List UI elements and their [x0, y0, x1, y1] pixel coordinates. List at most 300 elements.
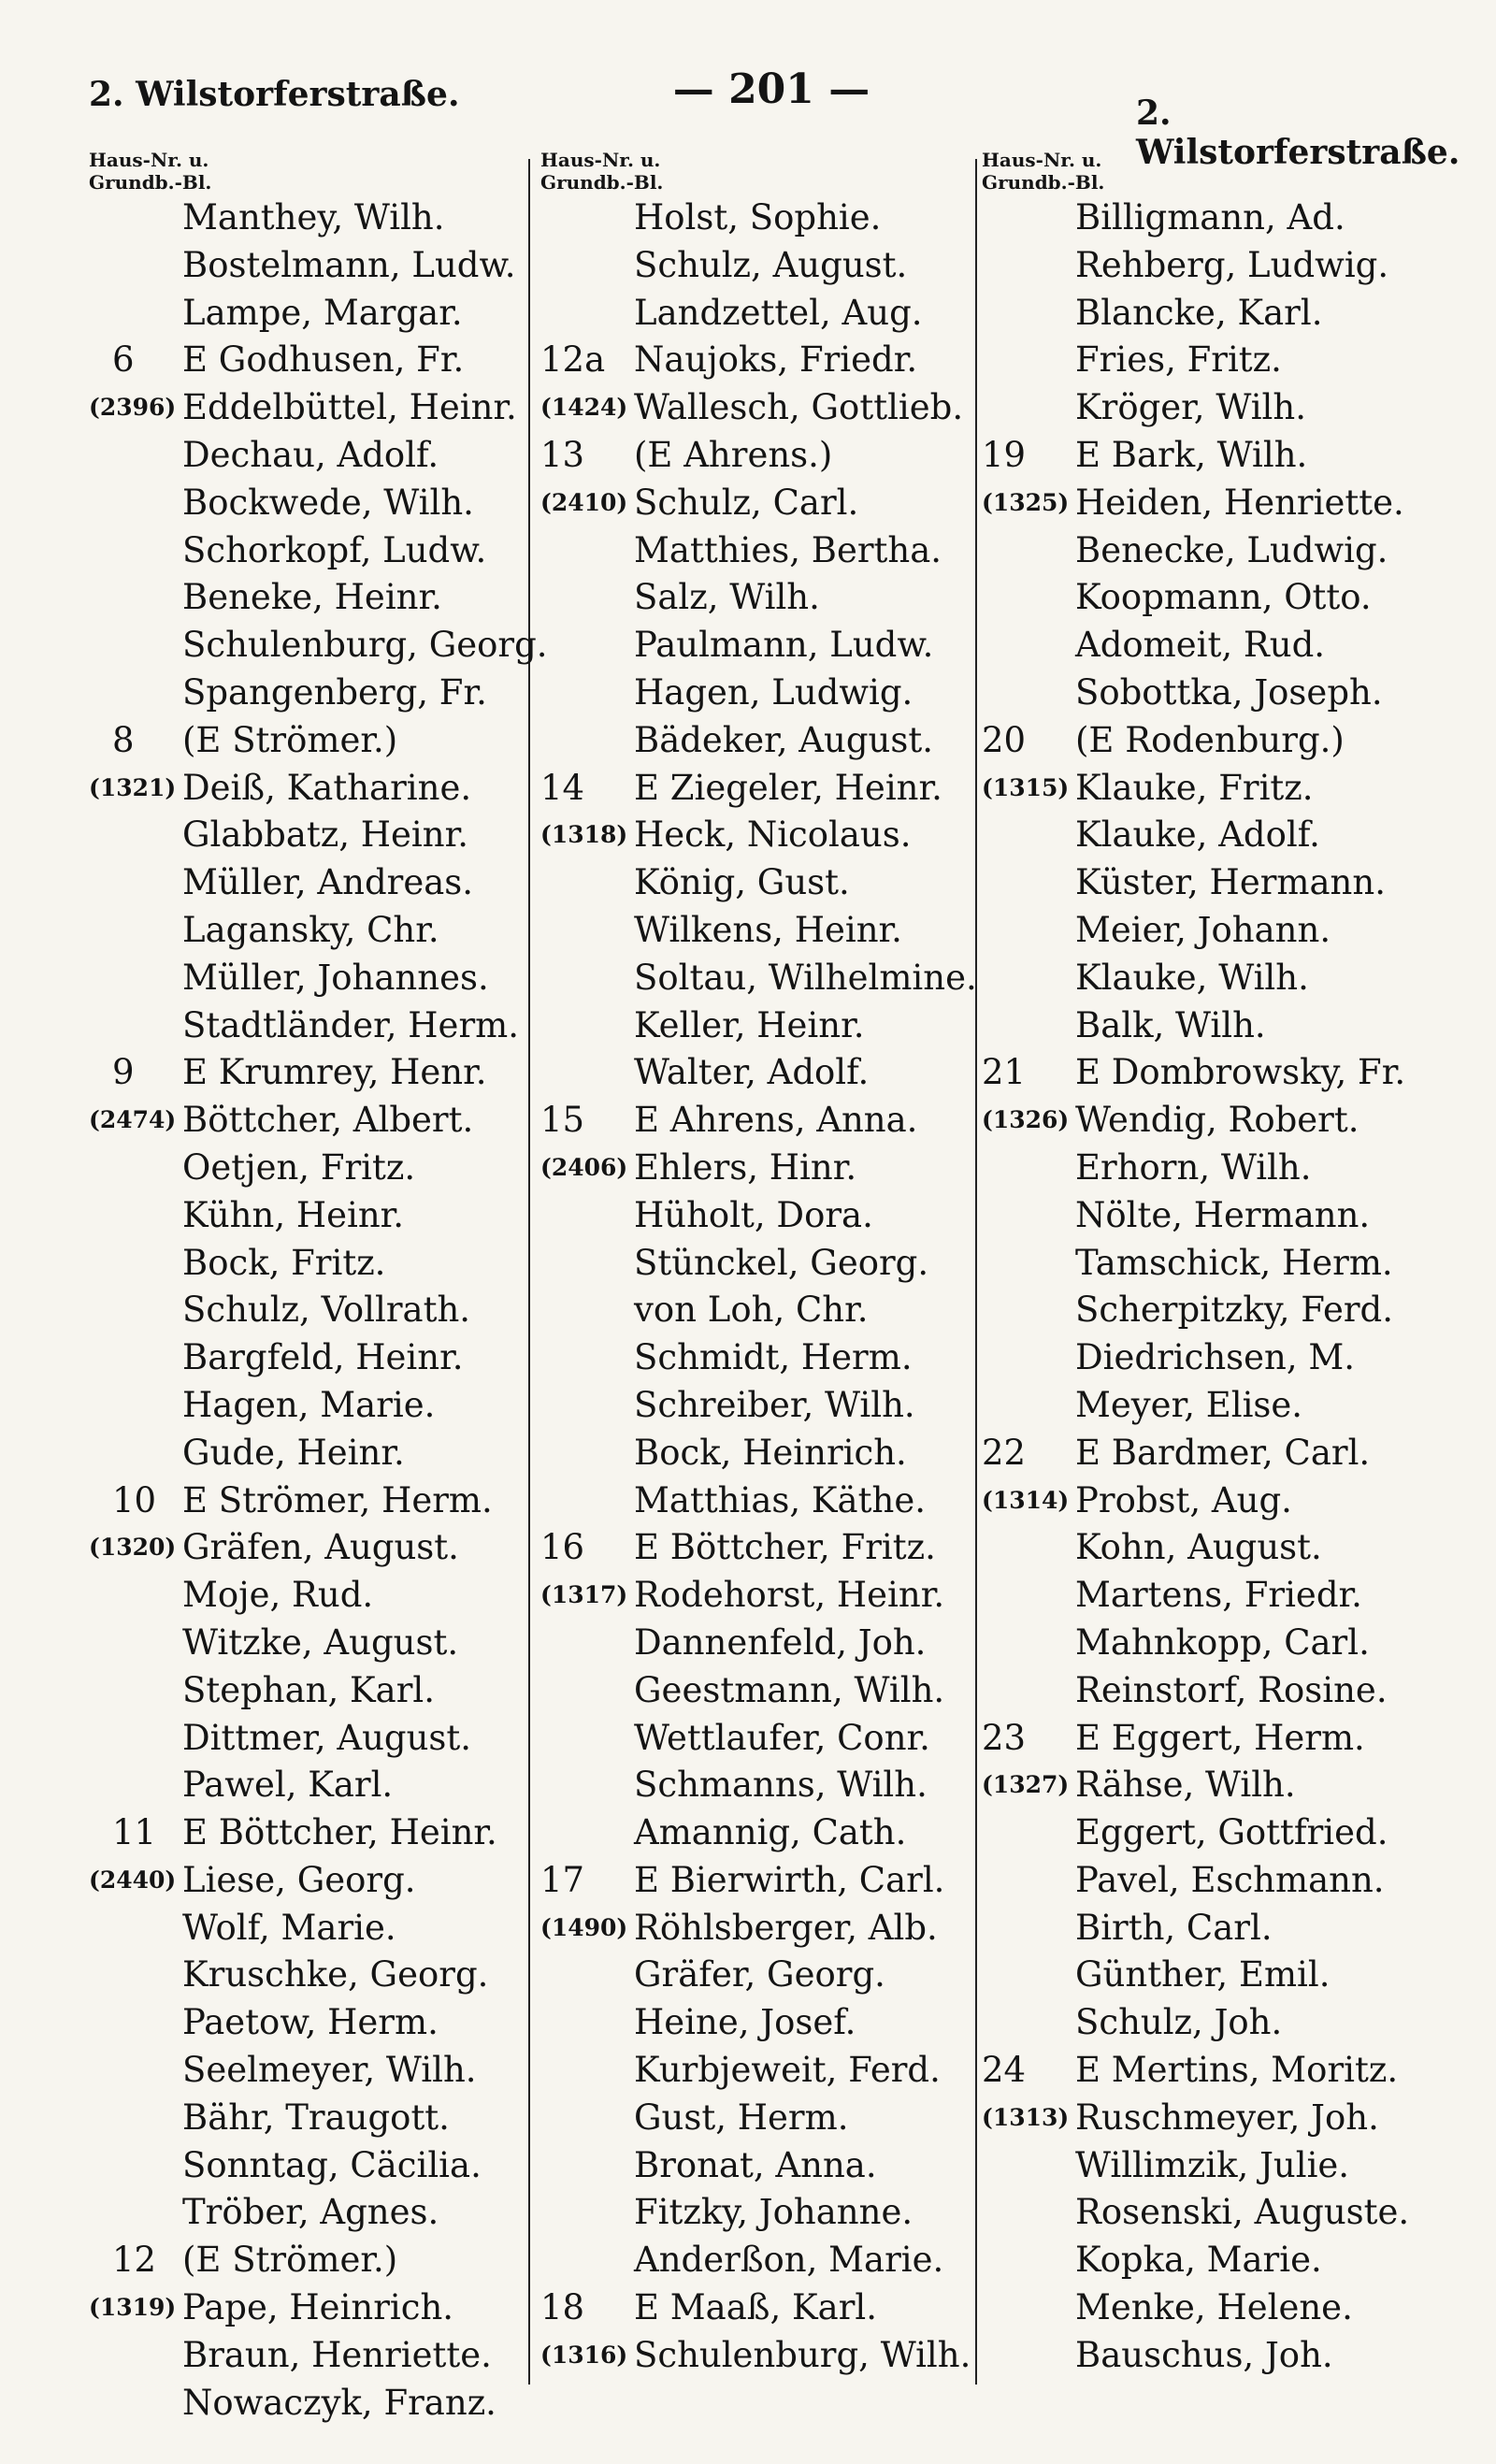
resident-name: Lagansky, Chr. [182, 909, 439, 950]
directory-entry [982, 1192, 1440, 1240]
resident-name: Moje, Rud. [182, 1575, 374, 1616]
resident-name: Blancke, Karl. [1075, 292, 1323, 333]
directory-entry [540, 622, 980, 670]
resident-name: Bauschus, Joh. [1075, 2334, 1333, 2375]
house-number: 22 [982, 1432, 1027, 1473]
land-register-number: (2474) [89, 1106, 177, 1134]
resident-name: Gräfen, August. [182, 1527, 459, 1568]
resident-name: Deiß, Katharine. [182, 767, 472, 808]
directory-entry [89, 622, 548, 670]
resident-name: E Godhusen, Fr. [182, 339, 465, 381]
resident-name: Rehberg, Ludwig. [1075, 244, 1389, 285]
directory-entry [89, 574, 528, 622]
directory-entry [540, 2142, 980, 2190]
directory-entry [89, 195, 528, 242]
land-register-number: (1319) [89, 2294, 177, 2322]
street-heading-right: 2. Wilstorferstraße. [1136, 94, 1460, 172]
land-register-number: (1327) [982, 1771, 1070, 1799]
directory-entry [540, 670, 980, 717]
resident-name: Nölte, Hermann. [1075, 1194, 1371, 1235]
directory-entry [540, 574, 980, 622]
directory-entry [540, 1145, 980, 1192]
resident-name: Salz, Wilh. [634, 577, 820, 618]
resident-name: Schulz, August. [634, 244, 908, 285]
resident-name: (E Strömer.) [182, 719, 398, 760]
house-number: 12 [112, 2240, 157, 2281]
house-number: 10 [112, 1479, 157, 1520]
resident-name: Pawel, Karl. [182, 1765, 394, 1806]
directory-entry [540, 1620, 980, 1667]
directory-entry [89, 432, 528, 480]
resident-name: Kohn, August. [1075, 1527, 1322, 1568]
directory-entry [540, 1382, 980, 1430]
directory-entry [540, 1952, 980, 1999]
directory-entry [982, 574, 1440, 622]
directory-entry [540, 1762, 980, 1809]
directory-entry [982, 527, 1440, 575]
house-number: 24 [982, 2050, 1027, 2091]
resident-name: Bock, Heinrich. [634, 1432, 907, 1473]
resident-name: Müller, Johannes. [182, 957, 489, 998]
directory-entry [982, 2142, 1440, 2190]
resident-name: Adomeit, Rud. [1075, 625, 1326, 666]
directory-entry [540, 1999, 980, 2047]
directory-entry [982, 2237, 1440, 2284]
directory-entry [89, 859, 528, 907]
directory-entry [982, 480, 1440, 527]
resident-name: E Böttcher, Heinr. [182, 1812, 497, 1853]
directory-entry [982, 1524, 1440, 1572]
directory-entry [89, 1334, 528, 1382]
resident-name: Scherpitzky, Ferd. [1075, 1290, 1393, 1331]
directory-entry [89, 1430, 528, 1477]
directory-entry [89, 2047, 528, 2095]
house-number: 15 [540, 1100, 585, 1141]
resident-name: Martens, Friedr. [1075, 1575, 1362, 1616]
directory-entry [89, 2237, 528, 2284]
house-number: 12a [540, 339, 606, 381]
resident-name: Witzke, August. [182, 1621, 459, 1663]
resident-name: Nowaczyk, Franz. [182, 2382, 496, 2423]
directory-entry [982, 1857, 1440, 1905]
resident-name: E Ahrens, Anna. [634, 1100, 918, 1141]
resident-name: Bock, Fritz. [182, 1242, 386, 1283]
resident-name: E Krumrey, Henr. [182, 1052, 487, 1093]
resident-name: Reinstorf, Rosine. [1075, 1669, 1388, 1710]
directory-entry [982, 2095, 1440, 2142]
house-number: 18 [540, 2287, 585, 2328]
directory-column-1 [89, 149, 548, 2423]
land-register-number: (2406) [540, 1153, 628, 1181]
house-number: 21 [982, 1052, 1027, 1093]
column-header-house-number: Haus-Nr. u. [540, 149, 661, 171]
resident-name: Diedrichsen, M. [1075, 1337, 1356, 1378]
directory-entry [540, 2237, 980, 2284]
house-number: 9 [112, 1052, 135, 1093]
resident-name: Stadtländer, Herm. [182, 1004, 519, 1045]
resident-name: E Strömer, Herm. [182, 1479, 493, 1520]
directory-entry [982, 1049, 1440, 1097]
house-number: 20 [982, 719, 1027, 760]
resident-name: Tamschick, Herm. [1075, 1242, 1393, 1283]
resident-name: Heine, Josef. [634, 2002, 856, 2043]
resident-name: Seelmeyer, Wilh. [182, 2050, 477, 2091]
resident-name: Gräfer, Georg. [634, 1954, 885, 1996]
resident-name: Paetow, Herm. [182, 2002, 439, 2043]
directory-entry [982, 290, 1440, 338]
directory-entry [982, 1905, 1440, 1952]
resident-name: Klauke, Adolf. [1075, 814, 1320, 856]
directory-entry [540, 290, 980, 338]
directory-entry [540, 2047, 980, 2095]
directory-entry [982, 1999, 1440, 2047]
directory-entry [89, 812, 528, 859]
resident-name: Wettlaufer, Conr. [634, 1717, 930, 1758]
directory-entry [982, 1287, 1440, 1334]
resident-name: Bädeker, August. [634, 719, 933, 760]
directory-entry [982, 432, 1440, 480]
directory-entry [982, 2189, 1440, 2237]
directory-entry [89, 670, 528, 717]
resident-name: Wallesch, Gottlieb. [634, 387, 964, 428]
resident-name: Kühn, Heinr. [182, 1194, 405, 1235]
resident-name: Gude, Heinr. [182, 1432, 405, 1473]
directory-entry [89, 2189, 528, 2237]
resident-name: Holst, Sophie. [634, 197, 882, 238]
house-number: 17 [540, 1859, 585, 1900]
directory-entry [540, 1430, 980, 1477]
land-register-number: (1424) [540, 394, 628, 422]
land-register-number: (1318) [540, 821, 628, 849]
resident-name: Wilkens, Heinr. [634, 909, 902, 950]
resident-name: Pavel, Eschmann. [1075, 1859, 1385, 1900]
resident-name: Heiden, Henriette. [1075, 482, 1404, 523]
directory-entry [982, 2284, 1440, 2332]
directory-entry [982, 1097, 1440, 1145]
street-heading-left: 2. Wilstorferstraße. [89, 75, 460, 114]
resident-name: Schmidt, Herm. [634, 1337, 913, 1378]
directory-entry [89, 384, 528, 432]
resident-name: Böttcher, Albert. [182, 1100, 474, 1141]
land-register-number: (2440) [89, 1866, 177, 1894]
directory-entry [540, 1905, 980, 1952]
house-number: 11 [112, 1812, 157, 1853]
directory-entry [540, 1524, 980, 1572]
directory-entry [982, 670, 1440, 717]
resident-name: Schreiber, Wilh. [634, 1384, 915, 1425]
directory-entry [89, 1287, 528, 1334]
directory-entry [540, 1049, 980, 1097]
resident-name: Stephan, Karl. [182, 1669, 436, 1710]
resident-name: Bronat, Anna. [634, 2144, 877, 2185]
resident-name: (E Ahrens.) [634, 434, 833, 475]
resident-name: Schulz, Vollrath. [182, 1290, 471, 1331]
house-number: 19 [982, 434, 1027, 475]
resident-name: von Loh, Chr. [634, 1290, 869, 1331]
resident-name: Anderßon, Marie. [634, 2240, 944, 2281]
directory-entry [89, 2142, 528, 2190]
resident-name: König, Gust. [634, 862, 850, 903]
house-number: 13 [540, 434, 585, 475]
directory-entry [540, 812, 980, 859]
directory-entry [89, 480, 528, 527]
house-number: 8 [112, 719, 135, 760]
resident-name: Schmanns, Wilh. [634, 1765, 928, 1806]
directory-entry [982, 1477, 1440, 1525]
directory-column-3 [982, 150, 1440, 2413]
directory-entry [89, 765, 528, 813]
resident-name: Landzettel, Aug. [634, 292, 923, 333]
land-register-number: (1315) [982, 773, 1070, 801]
directory-entry [540, 2095, 980, 2142]
resident-name: Gust, Herm. [634, 2097, 849, 2138]
directory-entry [540, 242, 980, 290]
resident-name: Bähr, Traugott. [182, 2097, 450, 2138]
directory-entry [89, 1097, 528, 1145]
land-register-number: (2410) [540, 488, 628, 516]
directory-entry [540, 384, 980, 432]
resident-name: Geestmann, Wilh. [634, 1669, 945, 1710]
house-number: 6 [112, 339, 135, 381]
resident-name: Ehlers, Hinr. [634, 1146, 857, 1188]
resident-name: Probst, Aug. [1075, 1479, 1292, 1520]
resident-name: Klauke, Wilh. [1075, 957, 1309, 998]
resident-name: Schulenburg, Georg. [182, 625, 548, 666]
directory-entry [540, 195, 980, 242]
resident-name: E Maaß, Karl. [634, 2287, 877, 2328]
directory-entry [540, 1477, 980, 1525]
directory-entry [982, 1002, 1440, 1050]
directory-entry [540, 955, 980, 1002]
resident-name: Eddelbüttel, Heinr. [182, 387, 517, 428]
house-number: 16 [540, 1527, 585, 1568]
resident-name: Rähse, Wilh. [1075, 1765, 1296, 1806]
resident-name: Eggert, Gottfried. [1075, 1812, 1388, 1853]
resident-name: Dechau, Adolf. [182, 434, 439, 475]
directory-entry [982, 2047, 1440, 2095]
directory-entry [540, 1334, 980, 1382]
directory-entry [89, 1382, 528, 1430]
resident-name: Kruschke, Georg. [182, 1954, 489, 1996]
directory-column-2 [540, 150, 980, 2413]
directory-entry [89, 1667, 528, 1715]
directory-entry [982, 859, 1440, 907]
directory-entry [540, 1857, 980, 1905]
column-header-land-register: Grundb.-Bl. [982, 171, 1105, 194]
directory-entry [982, 1809, 1440, 1857]
column-header-land-register: Grundb.-Bl. [540, 171, 664, 194]
directory-entry [89, 1715, 528, 1763]
directory-entry [540, 1240, 980, 1288]
directory-entry [982, 955, 1440, 1002]
resident-name: Paulmann, Ludw. [634, 625, 934, 666]
resident-name: Matthias, Käthe. [634, 1479, 926, 1520]
directory-entry [540, 765, 980, 813]
directory-entry [982, 1762, 1440, 1809]
directory-entry [982, 195, 1440, 242]
column-header-land-register: Grundb.-Bl. [89, 171, 212, 194]
resident-name: Meier, Johann. [1075, 909, 1331, 950]
resident-name: Küster, Hermann. [1075, 862, 1386, 903]
directory-entry [540, 1715, 980, 1763]
land-register-number: (1325) [982, 488, 1070, 516]
resident-name: Willimzik, Julie. [1075, 2144, 1350, 2185]
resident-name: Sonntag, Cäcilia. [182, 2144, 482, 2185]
page-number: — 201 — [672, 65, 870, 113]
resident-name: Mahnkopp, Carl. [1075, 1621, 1370, 1663]
directory-entry [89, 242, 528, 290]
resident-name: Bockwede, Wilh. [182, 482, 474, 523]
directory-entry [89, 2332, 528, 2380]
directory-entry [89, 337, 528, 384]
directory-entry [540, 1002, 980, 1050]
resident-name: Klauke, Fritz. [1075, 767, 1314, 808]
directory-entry [982, 765, 1440, 813]
directory-entry [540, 859, 980, 907]
directory-entry [982, 1667, 1440, 1715]
resident-name: E Bardmer, Carl. [1075, 1432, 1371, 1473]
directory-entry [982, 717, 1440, 765]
directory-entry [540, 527, 980, 575]
resident-name: Billigmann, Ad. [1075, 197, 1345, 238]
directory-entry [89, 1049, 528, 1097]
resident-name: Amannig, Cath. [634, 1812, 907, 1853]
land-register-number: (1313) [982, 2103, 1070, 2131]
resident-name: Kopka, Marie. [1075, 2240, 1322, 2281]
resident-name: Fries, Fritz. [1075, 339, 1282, 381]
directory-entry [982, 2332, 1440, 2380]
resident-name: Tröber, Agnes. [182, 2192, 439, 2233]
resident-name: Ruschmeyer, Joh. [1075, 2097, 1379, 2138]
column-header-house-number: Haus-Nr. u. [89, 149, 209, 171]
directory-entry [982, 1952, 1440, 1999]
resident-name: Schulz, Joh. [1075, 2002, 1283, 2043]
house-number: 14 [540, 767, 585, 808]
directory-entry [982, 337, 1440, 384]
resident-name: Müller, Andreas. [182, 862, 474, 903]
resident-name: E Bark, Wilh. [1075, 434, 1308, 475]
directory-entry [540, 1809, 980, 1857]
directory-entry [89, 1952, 528, 1999]
resident-name: Spangenberg, Fr. [182, 671, 487, 713]
resident-name: E Böttcher, Fritz. [634, 1527, 936, 1568]
resident-name: Walter, Adolf. [634, 1052, 870, 1093]
directory-entry [89, 1002, 528, 1050]
directory-entry [540, 1572, 980, 1620]
directory-entry [982, 1572, 1440, 1620]
directory-entry [982, 907, 1440, 955]
resident-name: Keller, Heinr. [634, 1004, 865, 1045]
directory-entry [89, 1477, 528, 1525]
directory-entry [982, 1240, 1440, 1288]
directory-entry [89, 527, 528, 575]
resident-name: Menke, Helene. [1075, 2287, 1353, 2328]
directory-entry [982, 242, 1440, 290]
resident-name: (E Rodenburg.) [1075, 719, 1345, 760]
directory-entry [982, 1620, 1440, 1667]
land-register-number: (1490) [540, 1913, 628, 1941]
directory-entry [982, 1715, 1440, 1763]
resident-name: Benecke, Ludwig. [1075, 529, 1388, 570]
directory-entry [89, 1857, 528, 1905]
resident-name: E Ziegeler, Heinr. [634, 767, 942, 808]
resident-name: E Bierwirth, Carl. [634, 1859, 945, 1900]
resident-name: Rodehorst, Heinr. [634, 1575, 945, 1616]
resident-name: Stünckel, Georg. [634, 1242, 929, 1283]
land-register-number: (1314) [982, 1486, 1070, 1514]
land-register-number: (1320) [89, 1534, 177, 1562]
land-register-number: (1326) [982, 1106, 1070, 1134]
resident-name: Matthies, Bertha. [634, 529, 942, 570]
resident-name: Glabbatz, Heinr. [182, 814, 468, 856]
directory-entry [89, 2380, 528, 2428]
resident-name: Schulz, Carl. [634, 482, 859, 523]
directory-entry [89, 1192, 528, 1240]
directory-entry [89, 907, 528, 955]
resident-name: Soltau, Wilhelmine. [634, 957, 977, 998]
resident-name: E Dombrowsky, Fr. [1075, 1052, 1406, 1093]
resident-name: Erhorn, Wilh. [1075, 1146, 1312, 1188]
resident-name: Rosenski, Auguste. [1075, 2192, 1410, 2233]
directory-entry [540, 2284, 980, 2332]
directory-entry [89, 1240, 528, 1288]
resident-name: Braun, Henriette. [182, 2334, 492, 2375]
directory-entry [89, 1145, 528, 1192]
directory-entry [982, 384, 1440, 432]
resident-name: Beneke, Heinr. [182, 577, 442, 618]
directory-entry [982, 1382, 1440, 1430]
directory-entry [540, 2332, 980, 2380]
directory-entry [89, 1572, 528, 1620]
directory-entry [982, 812, 1440, 859]
resident-name: Sobottka, Joseph. [1075, 671, 1383, 713]
resident-name: Meyer, Elise. [1075, 1384, 1303, 1425]
resident-name: Manthey, Wilh. [182, 197, 445, 238]
resident-name: Naujoks, Friedr. [634, 339, 918, 381]
house-number: 23 [982, 1717, 1027, 1758]
resident-name: E Eggert, Herm. [1075, 1717, 1365, 1758]
resident-name: Schulenburg, Wilh. [634, 2334, 971, 2375]
column-divider [528, 159, 530, 2385]
resident-name: Hüholt, Dora. [634, 1194, 873, 1235]
directory-entry [89, 2095, 528, 2142]
resident-name: Dittmer, August. [182, 1717, 472, 1758]
resident-name: Kröger, Wilh. [1075, 387, 1306, 428]
resident-name: Lampe, Margar. [182, 292, 463, 333]
resident-name: Kurbjeweit, Ferd. [634, 2050, 941, 2091]
resident-name: Dannenfeld, Joh. [634, 1621, 927, 1663]
directory-entry [540, 717, 980, 765]
directory-entry [89, 2284, 528, 2332]
resident-name: Wendig, Robert. [1075, 1100, 1359, 1141]
resident-name: Liese, Georg. [182, 1859, 416, 1900]
directory-entry [540, 337, 980, 384]
column-header-house-number: Haus-Nr. u. [982, 149, 1102, 171]
directory-entry [89, 1620, 528, 1667]
land-register-number: (1317) [540, 1581, 628, 1609]
resident-name: Koopmann, Otto. [1075, 577, 1372, 618]
land-register-number: (1316) [540, 2341, 628, 2369]
resident-name: Hagen, Marie. [182, 1384, 436, 1425]
resident-name: (E Strömer.) [182, 2240, 398, 2281]
resident-name: Balk, Wilh. [1075, 1004, 1266, 1045]
directory-entry [540, 1097, 980, 1145]
directory-entry [89, 1809, 528, 1857]
directory-entry [89, 1762, 528, 1809]
resident-name: Pape, Heinrich. [182, 2287, 454, 2328]
resident-name: Oetjen, Fritz. [182, 1146, 416, 1188]
directory-entry [89, 290, 528, 338]
